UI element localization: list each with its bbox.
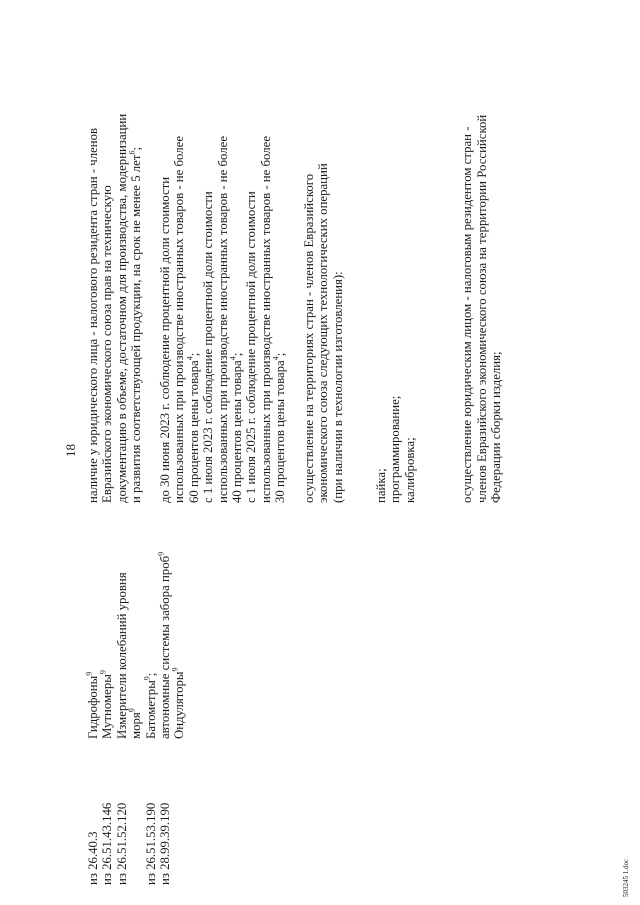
name-line (172, 552, 186, 739)
condition-line-text: экономического союза следующих технологических операций (316, 163, 331, 503)
condition-line (475, 114, 489, 503)
condition-line (158, 114, 172, 503)
condition-line-text: (при наличии в технологии изготовления): (330, 271, 345, 503)
footnote-ref: 4 (271, 356, 281, 361)
product-codes-column (86, 803, 172, 885)
condition-line (446, 114, 460, 503)
name-line-text: Гидрофоны (86, 675, 100, 739)
footnote-ref: 9 (156, 551, 166, 556)
condition-line (374, 114, 388, 503)
condition-line-text: использованных при производстве иностранных товаров - не более (172, 135, 187, 503)
footnote-ref: 9 (142, 676, 152, 681)
condition-line-text: Евразийского экономического союза прав на техническую (100, 185, 115, 503)
condition-line (417, 114, 431, 503)
footnote-ref: 9 (171, 667, 181, 672)
footnote-ref: 9 (84, 671, 94, 676)
condition-line-text: документацию в объеме, достаточном для производства, модернизации (114, 113, 129, 503)
condition-line-tail: ; (186, 352, 201, 357)
condition-line (489, 114, 503, 503)
condition-line-text: членов Евразийского экономического союза на территории Российской (474, 114, 489, 503)
condition-line (230, 114, 244, 503)
condition-line-text: до 30 июня 2023 г. соблюдение процентной доли стоимости (157, 176, 172, 503)
code-line: из 28.99.39.190 (157, 802, 172, 885)
condition-line (86, 114, 100, 503)
footnote-ref: 4 (185, 356, 195, 361)
footnote-ref: 4 (228, 356, 238, 361)
name-line-tail: ; (143, 672, 158, 677)
condition-line (273, 114, 287, 503)
condition-line-text: пайка; (373, 468, 388, 503)
condition-line-text: наличие у юридического лица - налогового резидента стран - членов (86, 127, 100, 503)
code-line (129, 803, 143, 885)
footnote-ref: 9 (99, 670, 109, 675)
condition-line-text: Федерации сборки изделия; (488, 351, 503, 503)
footnote-ref: 9 (127, 708, 137, 713)
conditions-column (86, 114, 503, 503)
footnote-ref: 6 (127, 150, 137, 155)
condition-line-text: с 1 июля 2025 г. соблюдение процентной доли стоимости (244, 191, 259, 503)
condition-line-text: использованных при производстве иностранных товаров - не более (258, 135, 273, 503)
condition-line-text: 40 процентов цены товара (229, 360, 244, 503)
condition-line (244, 114, 258, 503)
condition-line (129, 114, 143, 503)
name-line-text: автономные системы забора проб (157, 555, 172, 739)
condition-line (388, 114, 402, 503)
name-line-text: Ондуляторы (172, 671, 187, 739)
condition-line-text: осуществление на территориях стран - членов Евразийского (301, 173, 316, 503)
product-names-column (86, 552, 187, 739)
condition-line (345, 114, 359, 503)
name-line-text: моря (129, 712, 144, 739)
page-number: 18 (63, 444, 78, 457)
code-line: из 26.40.3 (86, 831, 100, 885)
name-line (100, 552, 114, 739)
condition-line (201, 114, 215, 503)
name-line (158, 552, 172, 739)
condition-line (216, 114, 230, 503)
code-line: из 26.51.52.120 (114, 802, 129, 885)
condition-line-text: и развития соответствующей продукции, на срок не менее 5 лет (129, 154, 144, 503)
condition-line-text: калибровка; (402, 437, 417, 503)
condition-line (331, 114, 345, 503)
condition-line (302, 114, 316, 503)
condition-line-text: использованных при производстве иностранных товаров - не более (215, 135, 230, 503)
condition-line-tail: ; (273, 352, 288, 357)
code-line: из 26.51.53.190 (143, 802, 158, 885)
condition-line (172, 114, 186, 503)
name-line (129, 552, 143, 739)
condition-line (460, 114, 474, 503)
condition-line (144, 114, 158, 503)
name-line-text: Мутномеры (100, 674, 115, 739)
condition-line-tail: ; (229, 352, 244, 357)
condition-line (100, 114, 114, 503)
condition-line (431, 114, 445, 503)
condition-line (359, 114, 373, 503)
condition-line-text: программирование; (388, 395, 403, 503)
name-line-text: Измерители колебаний уровня (114, 572, 129, 739)
name-line (86, 552, 100, 739)
condition-line (259, 114, 273, 503)
condition-line (115, 114, 129, 503)
code-line: из 26.51.43.146 (100, 802, 115, 885)
condition-line (316, 114, 330, 503)
name-line-text: Батометры (143, 680, 158, 739)
condition-line (403, 114, 417, 503)
condition-line-text: 30 процентов цены товара (273, 360, 288, 503)
condition-line-text: 60 процентов цены товара (186, 360, 201, 503)
condition-line-text: с 1 июля 2023 г. соблюдение процентной доли стоимости (201, 191, 216, 503)
document-footer: 503245 1.doc (622, 858, 630, 897)
name-line (144, 552, 158, 739)
condition-line-text: осуществление юридическим лицом - налоговым резидентом стран - (460, 126, 475, 503)
condition-line-tail: ; (129, 146, 144, 151)
condition-line (187, 114, 201, 503)
condition-line (287, 114, 301, 503)
